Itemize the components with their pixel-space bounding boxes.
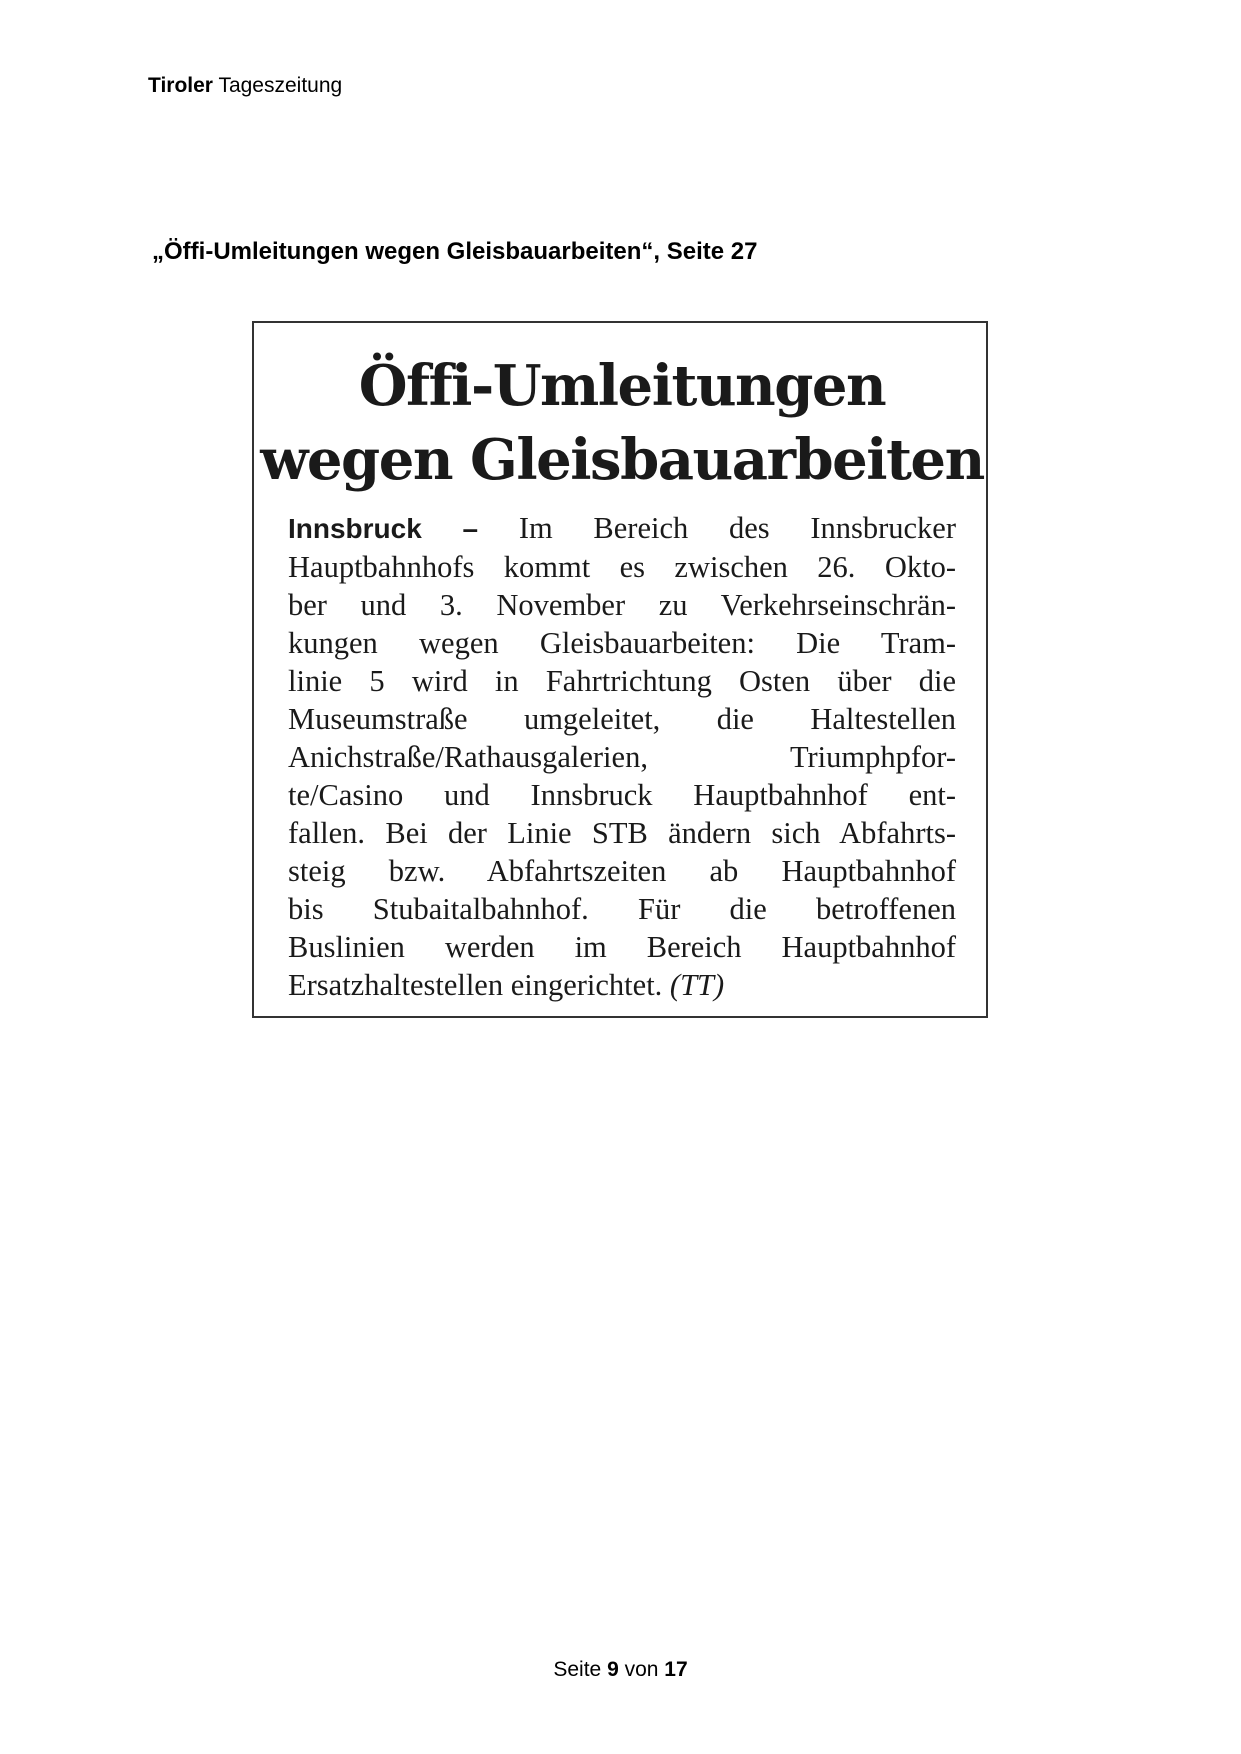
newspaper-clipping xyxy=(252,321,988,1018)
body-line: te/Casino und Innsbruck Hauptbahnhof ent- xyxy=(288,778,956,812)
dateline-dash: – xyxy=(462,513,479,544)
body-line: Buslinien werden im Bereich Hauptbahnhof xyxy=(288,930,956,964)
body-line: Museumstraße umgeleitet, die Haltestellen xyxy=(288,702,956,736)
body-line-text: Im Bereich des Innsbrucker xyxy=(518,511,957,545)
of-word: von xyxy=(624,1658,659,1681)
article-citation: „Öffi-Umleitungen wegen Gleisbauarbeiten“, Seite 27 xyxy=(152,238,758,265)
article-dateline: Innsbruck xyxy=(288,513,422,544)
body-line: linie 5 wird in Fahrtrichtung Osten über die xyxy=(288,664,956,698)
body-line: steig bzw. Abfahrtszeiten ab Hauptbahnhof xyxy=(288,854,956,888)
article-body xyxy=(288,509,956,1004)
page-current: 9 xyxy=(607,1658,619,1681)
body-line: ber und 3. November zu Verkehrseinschrän- xyxy=(288,588,956,622)
body-line: Anichstraße/Rathausgalerien, Triumphpfor- xyxy=(288,740,956,774)
headline-line: Öffi-Umleitungen xyxy=(358,353,886,419)
publication-name-bold: Tiroler xyxy=(148,74,213,97)
body-line: bis Stubaitalbahnhof. Für die betroffenen xyxy=(288,892,956,926)
article-credit: (TT) xyxy=(669,968,725,1002)
page-total: 17 xyxy=(664,1658,688,1681)
body-line: kungen wegen Gleisbauarbeiten: Die Tram- xyxy=(288,626,956,660)
article-headline xyxy=(254,349,990,497)
body-line: Hauptbahnhofs kommt es zwischen 26. Okto- xyxy=(288,550,956,584)
publication-name xyxy=(148,73,342,99)
body-line: fallen. Bei der Linie STB ändern sich Abfahrts- xyxy=(288,816,956,850)
page-word: Seite xyxy=(553,1658,602,1681)
page-footer xyxy=(0,1657,1241,1683)
headline-line: wegen Gleisbauarbeiten xyxy=(260,427,984,493)
body-line-text: Ersatzhaltestellen eingerichtet. xyxy=(288,968,663,1002)
body-line xyxy=(288,966,956,1004)
publication-name-regular: Tageszeitung xyxy=(218,74,343,97)
body-line xyxy=(288,509,956,548)
